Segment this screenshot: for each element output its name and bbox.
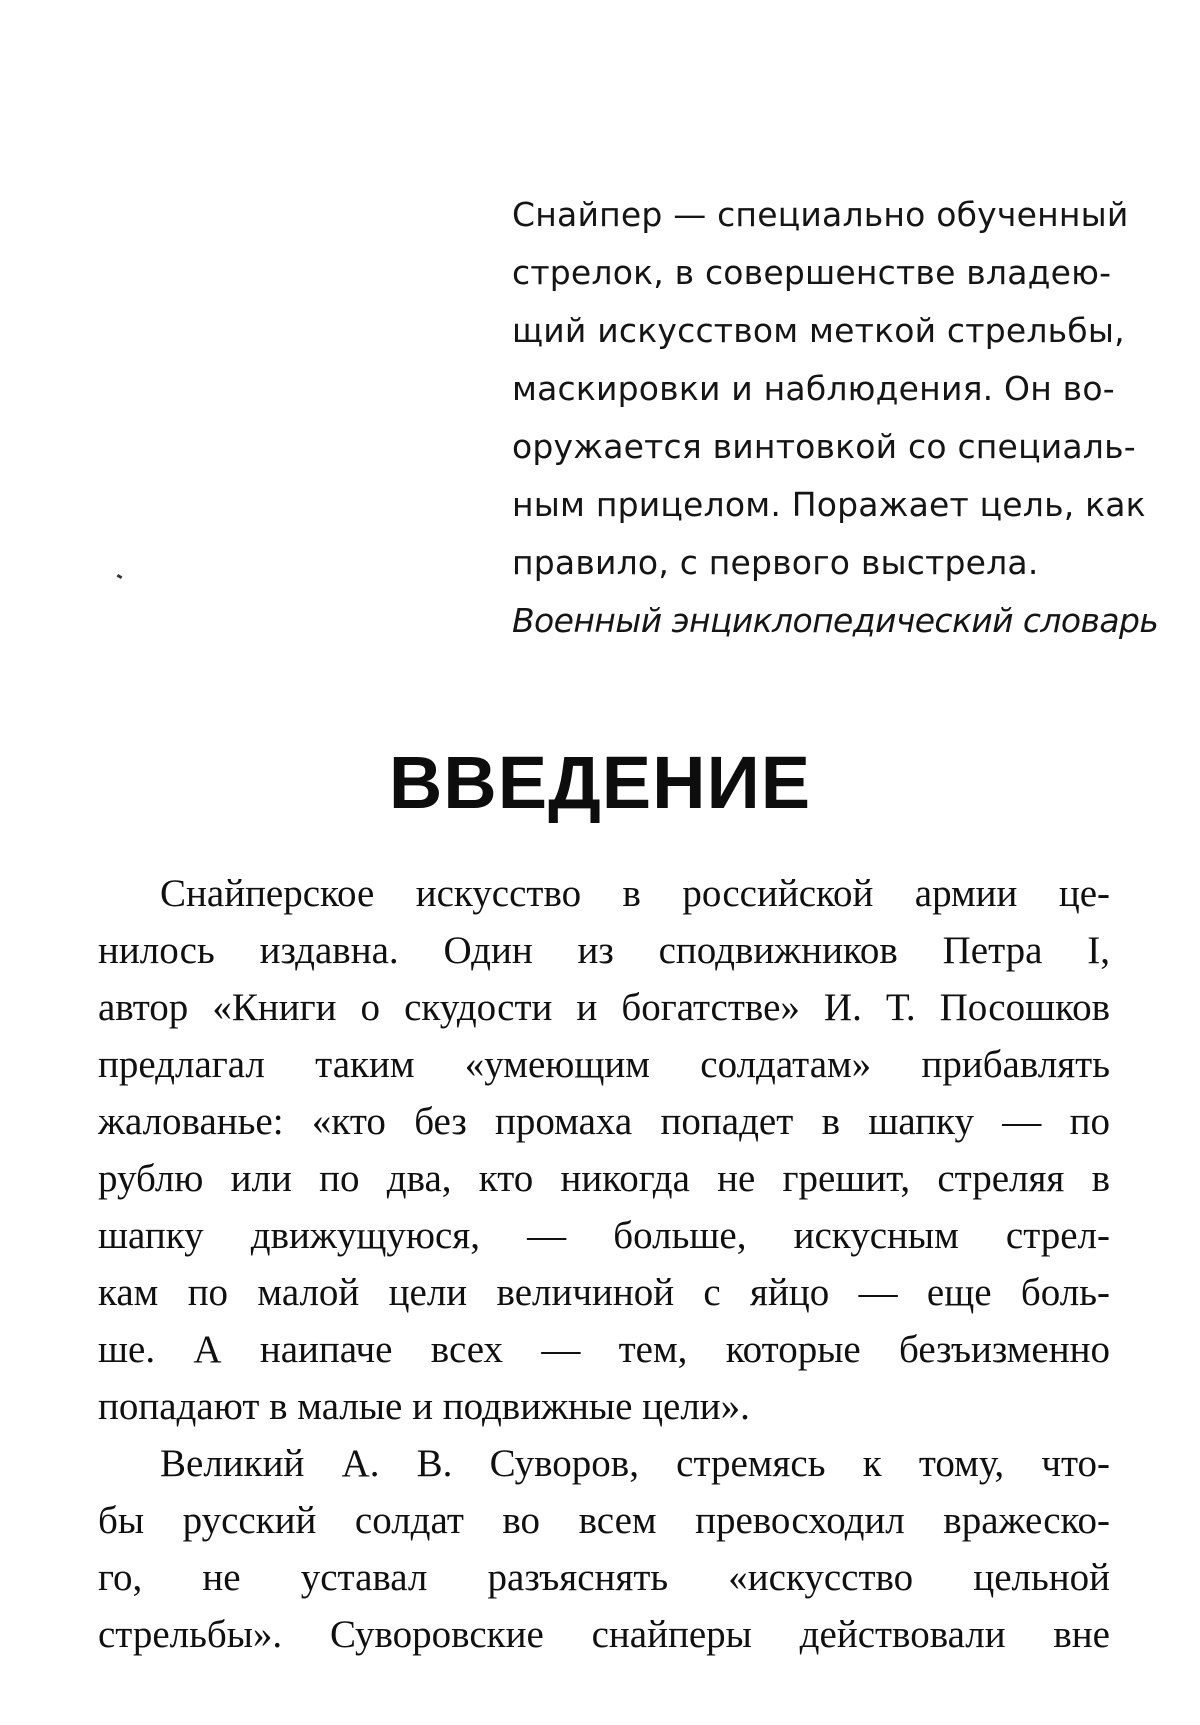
text-line: кам по малой цели величиной с яйцо — еще боль- [98,1271,1110,1314]
text-line: предлагал таким «умеющим солдатам» прибавлять [98,1043,1110,1086]
epigraph-line: щий искусством меткой стрельбы, [512,311,1125,350]
text-line: попадают в малые и подвижные цели». [98,1385,750,1428]
chapter-title: ВВЕДЕНИЕ [388,741,812,824]
epigraph-line: правило, с первого выстрела. [512,543,1039,582]
text-line: нилось издавна. Один из сподвижников Петра I, [98,929,1110,972]
epigraph-line: Снайпер — специально обученный [512,195,1129,234]
text-line: Великий А. В. Суворов, стремясь к тому, что- [160,1442,1110,1485]
epigraph [512,186,1159,650]
paragraph-2 [98,1435,1110,1663]
text-line: рублю или по два, кто никогда не грешит, стреляя в [98,1157,1110,1200]
text-line: шапку движущуюся, — больше, искусным стрел- [98,1214,1110,1257]
epigraph-line: ным прицелом. Поражает цель, как [512,485,1146,524]
epigraph-source: Военный энциклопедический словарь [512,601,1159,640]
chapter-body [98,865,1110,1663]
paragraph-1 [98,865,1110,1435]
text-line: стрельбы». Суворовские снайперы действовали вне [98,1613,1110,1656]
epigraph-line: оружается винтовкой со специаль- [512,427,1136,466]
text-line: жалованье: «кто без промаха попадет в шапку — по [98,1100,1110,1143]
text-line: ше. А наипаче всех — тем, которые безъизменно [98,1328,1110,1371]
text-line: го, не уставал разъяснять «искусство цельной [98,1556,1110,1599]
epigraph-line: стрелок, в совершенстве владею- [512,253,1112,292]
scan-speck [117,574,123,579]
text-line: Снайперское искусство в российской армии це- [160,872,1110,915]
text-line: автор «Книги о скудости и богатстве» И. Т. Посошков [98,986,1110,1029]
text-line: бы русский солдат во всем превосходил вражеско- [98,1499,1110,1542]
epigraph-line: маскировки и наблюдения. Он во- [512,369,1115,408]
